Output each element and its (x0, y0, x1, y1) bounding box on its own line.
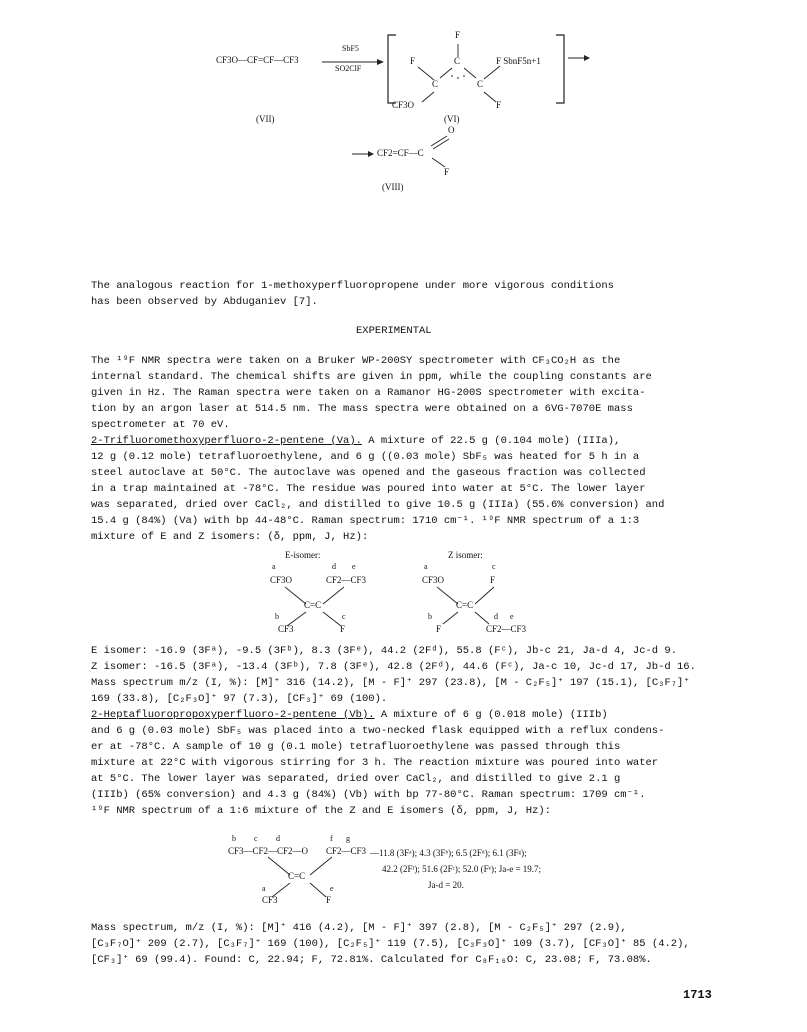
va-line: was separated, dried over CaCl₂, and distilled to give 10.5 g (IIIa) (55.6% conversion) and (91, 499, 665, 511)
z-label-d: d (494, 612, 498, 621)
va-line-1: 2-Trifluoromethoxyperfluoro-2-pentene (Va). A mixture of 22.5 g (0.104 mole) (IIIa), (91, 435, 621, 447)
vi-fluorine-bottom: F (496, 100, 502, 110)
vb-label-g: g (346, 834, 350, 843)
compound-vii-formula: CF3O—CF=CF—CF3 (216, 55, 299, 65)
va-data-line: E isomer: -16.9 (3Fᵃ), -9.5 (3Fᵇ), 8.3 (3Fᵉ), 44.2 (2Fᵈ), 55.8 (Fᶜ), Jb-c 21, Ja-d 4, Jc-d 9. (91, 645, 677, 657)
z-fluorine-b: F (436, 624, 442, 634)
vi-fluorine-left: F (410, 56, 416, 66)
z-label-e: e (510, 612, 514, 621)
reagent-so2clf: SO2ClF (335, 64, 362, 73)
vb-shifts-line: —11.8 (3Fᵃ); 4.3 (3Fᵇ); 6.5 (2Fᵈ); 6.1 (3Fᵍ); (370, 848, 527, 858)
vb-cf2cf3: CF2—CF3 (326, 846, 367, 856)
vb-shifts-line: Ja-d = 20. (428, 880, 464, 890)
e-cf2cf3: CF2—CF3 (326, 575, 367, 585)
va-line: 12 g (0.12 mole) tetrafluoroethylene, and 6 g ((0.03 mole) SbF₅ was heated for 5 h in a (91, 451, 640, 463)
section-heading: EXPERIMENTAL (356, 325, 432, 337)
z-double-bond: C=C (456, 600, 474, 610)
vb-label-b: b (232, 834, 236, 843)
vi-fluorine-top: F (455, 30, 461, 40)
vb-line: (IIIb) (65% conversion) and 4.3 g (84%) (Vb) with bp 77-80°C. Raman spectrum: 1709 cm⁻¹. (91, 789, 646, 801)
vb-chain: CF3—CF2—CF2—O (228, 846, 309, 856)
e-label-b: b (275, 612, 279, 621)
vi-counterion: F SbnF5n+1 (496, 56, 541, 66)
va-line: steel autoclave at 50°C. The autoclave was opened and the gaseous fraction was collected (91, 467, 646, 479)
para-methods-line: internal standard. The chemical shifts are given in ppm, while the coupling constants are (91, 371, 652, 383)
va-line: in a trap maintained at -78°C. The residue was poured into water at 5°C. The lower layer (91, 483, 646, 495)
para-methods-line: The ¹⁹F NMR spectra were taken on a Bruker WP-200SY spectrometer with CF₃CO₂H as the (91, 355, 621, 367)
e-fluorine: F (340, 624, 346, 634)
e-cf3: CF3 (278, 624, 294, 634)
va-data-line: Mass spectrum m/z (I, %): [M]⁺ 316 (14.2), [M - F]⁺ 297 (23.8), [M - C₂F₅]⁺ 197 (15.1), [C₃F₇]⁺ (91, 677, 690, 689)
e-cf3o: CF3O (270, 575, 293, 585)
z-label-a: a (424, 562, 428, 571)
vb-mass-line: [CF₃]⁺ 69 (99.4). Found: C, 22.94; F, 72.81%. Calculated for C₈F₁₆O: C, 23.08; F, 73.08%. (91, 954, 652, 966)
e-double-bond: C=C (304, 600, 322, 610)
va-line: mixture of E and Z isomers: (δ, ppm, J, Hz): (91, 531, 369, 543)
vi-carbon-right: C (477, 79, 484, 89)
z-label-c: c (492, 562, 496, 571)
va-title: 2-Trifluoromethoxyperfluoro-2-pentene (Va). (91, 435, 362, 447)
viii-fluorine: F (444, 167, 450, 177)
vb-label-e: e (330, 884, 334, 893)
va-data-line: 169 (33.8), [C₂F₃O]⁺ 97 (7.3), [CF₃]⁺ 69 (100). (91, 693, 388, 705)
para-methods-line: spectrometer at 70 eV. (91, 419, 230, 431)
vb-line: mixture at 22°C with vigorous stirring for 3 h. The reaction mixture was poured into water (91, 757, 659, 769)
e-label-e: e (352, 562, 356, 571)
vi-central-carbon: C (454, 56, 461, 66)
e-label-c: c (342, 612, 346, 621)
intro-line-2: has been observed by Abduganiev [7]. (91, 296, 318, 308)
reagent-sbf5: SbF5 (342, 44, 359, 53)
viii-oxygen: O (448, 125, 455, 135)
z-fluorine: F (490, 575, 496, 585)
e-isomer-title: E-isomer: (285, 550, 321, 560)
vb-label-f: f (330, 834, 333, 843)
vb-line: ¹⁹F NMR spectrum of a 1:6 mixture of the Z and E isomers (δ, ppm, J, Hz): (91, 805, 551, 817)
vb-fluorine: F (326, 895, 332, 905)
label-viii: (VIII) (382, 182, 404, 192)
z-cf3o: CF3O (422, 575, 445, 585)
vb-label-d: d (276, 834, 280, 843)
z-isomer-title: Z isomer: (448, 550, 483, 560)
z-label-b: b (428, 612, 432, 621)
vb-line-1: 2-Heptafluoropropoxyperfluoro-2-pentene (Vb). A mixture of 6 g (0.018 mole) (IIIb) (91, 709, 608, 721)
vi-cf3o: CF3O (392, 100, 415, 110)
vb-cf3: CF3 (262, 895, 278, 905)
vi-carbon-left: C (432, 79, 439, 89)
z-cf2cf3: CF2—CF3 (486, 624, 527, 634)
label-vi: (VI) (444, 114, 460, 124)
va-line: 15.4 g (84%) (Va) with bp 44-48°C. Raman spectrum: 1710 cm⁻¹. ¹⁹F NMR spectrum of a 1:3 (91, 515, 640, 527)
page-number: 1713 (683, 988, 712, 1002)
vb-label-a: a (262, 884, 266, 893)
vb-line: and 6 g (0.03 mole) SbF₅ was placed into a two-necked flask equipped with a reflux condens- (91, 725, 665, 737)
e-label-d: d (332, 562, 336, 571)
para-methods-line: given in Hz. The Raman spectra were taken on a Ramanor HG-200S spectrometer with excita- (91, 387, 646, 399)
vb-line: er at -78°C. A sample of 10 g (0.1 mole) tetrafluoroethylene was passed through this (91, 741, 621, 753)
para-methods-line: tion by an argon laser at 514.5 nm. The mass spectra were obtained on a 6VG-7070E mass (91, 403, 633, 415)
vb-line: at 5°C. The lower layer was separated, dried over CaCl₂, and distilled to give 2.1 g (91, 773, 621, 785)
vb-mass-line: [C₃F₇O]⁺ 209 (2.7), [C₃F₇]⁺ 169 (100), [C₂F₅]⁺ 119 (7.5), [C₃F₃O]⁺ 109 (3.7), [CF₃O]⁺ 85 (4.2), (91, 938, 690, 950)
vb-title: 2-Heptafluoropropoxyperfluoro-2-pentene (Vb). (91, 709, 375, 721)
e-label-a: a (272, 562, 276, 571)
vb-double-bond: C=C (288, 871, 306, 881)
label-vii: (VII) (256, 114, 275, 124)
compound-viii-formula: CF2=CF—C (377, 148, 424, 158)
vb-shifts-line: 42.2 (2Fᶠ); 51.6 (2Fᶜ); 52.0 (Fᵉ); Ja-e = 19.7; (382, 864, 542, 874)
vb-label-c: c (254, 834, 258, 843)
va-data-line: Z isomer: -16.5 (3Fᵃ), -13.4 (3Fᵇ), 7.8 (3Fᵉ), 42.8 (2Fᵈ), 44.6 (Fᶜ), Ja-c 10, Jc-d 17, Jb-d 16. (91, 661, 696, 673)
intro-line-1: The analogous reaction for 1-methoxyperfluoropropene under more vigorous conditions (91, 280, 614, 292)
vb-mass-line: Mass spectrum, m/z (I, %): [M]⁺ 416 (4.2), [M - F]⁺ 397 (2.8), [M - C₂F₅]⁺ 297 (2.9), (91, 922, 627, 934)
